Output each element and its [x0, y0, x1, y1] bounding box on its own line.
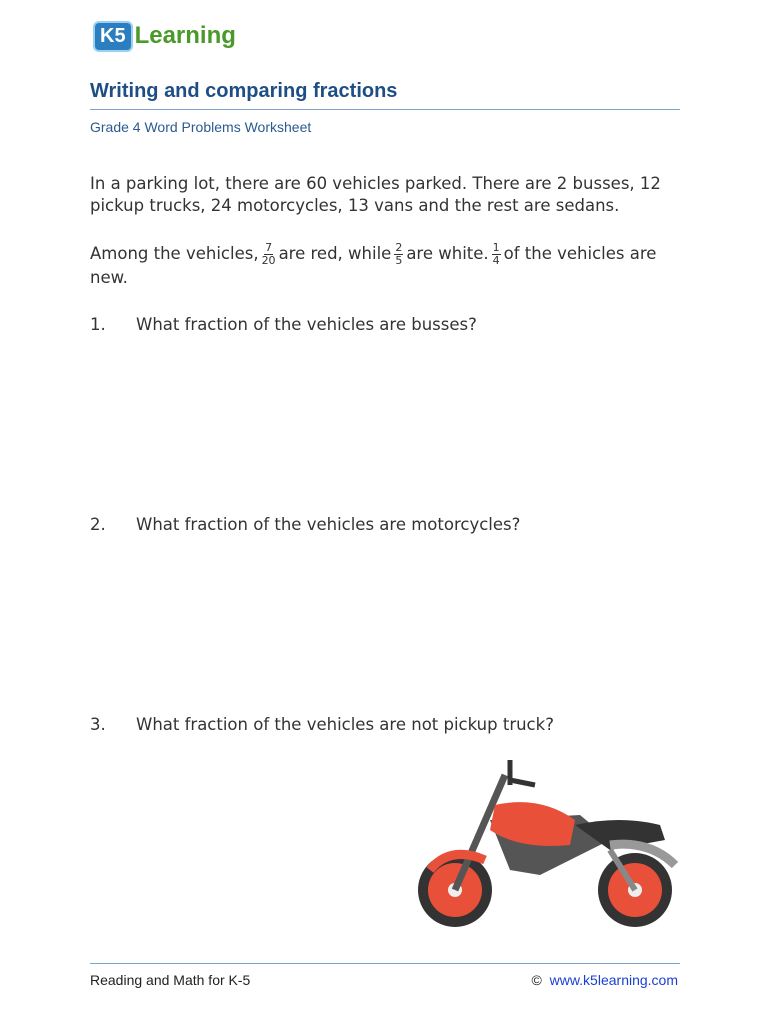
footer-divider [90, 963, 680, 964]
text: of the vehicles are new. [90, 244, 657, 287]
text: are white. [406, 244, 489, 263]
fraction-1-4: $\frac{1}{4}$ [492, 241, 500, 267]
title-divider [90, 109, 680, 110]
fraction-7-20: $\frac{7}{20}$ [261, 241, 276, 267]
question-2: 2. What fraction of the vehicles are motorcycles? [90, 515, 521, 534]
question-1: 1. What fraction of the vehicles are busses? [90, 315, 477, 334]
k5-logo [93, 16, 236, 56]
intro-paragraph: In a parking lot, there are 60 vehicles parked. There are 2 busses, 12 pickup trucks, 24 motorcycles, 13 vans and the rest are sedans. [90, 174, 661, 215]
footer-link-group [532, 972, 679, 988]
page-title: Writing and comparing fractions [90, 80, 398, 102]
logo-k5: K5 [93, 21, 133, 52]
text: are red, while [278, 244, 392, 263]
logo-text: Learning [134, 22, 236, 49]
k5learning-link[interactable]: www.k5learning.com [549, 972, 678, 988]
question-3: 3. What fraction of the vehicles are not pickup truck? [90, 715, 554, 734]
footer-text: Reading and Math for K-5 [90, 972, 251, 988]
copyright-symbol: © [531, 972, 542, 988]
fractions-paragraph [90, 242, 680, 289]
subtitle: Grade 4 Word Problems Worksheet [90, 119, 312, 135]
fraction-2-5: $\frac{2}{5}$ [395, 241, 403, 267]
motorcycle-illustration [410, 755, 685, 935]
text: Among the vehicles, [90, 244, 259, 263]
